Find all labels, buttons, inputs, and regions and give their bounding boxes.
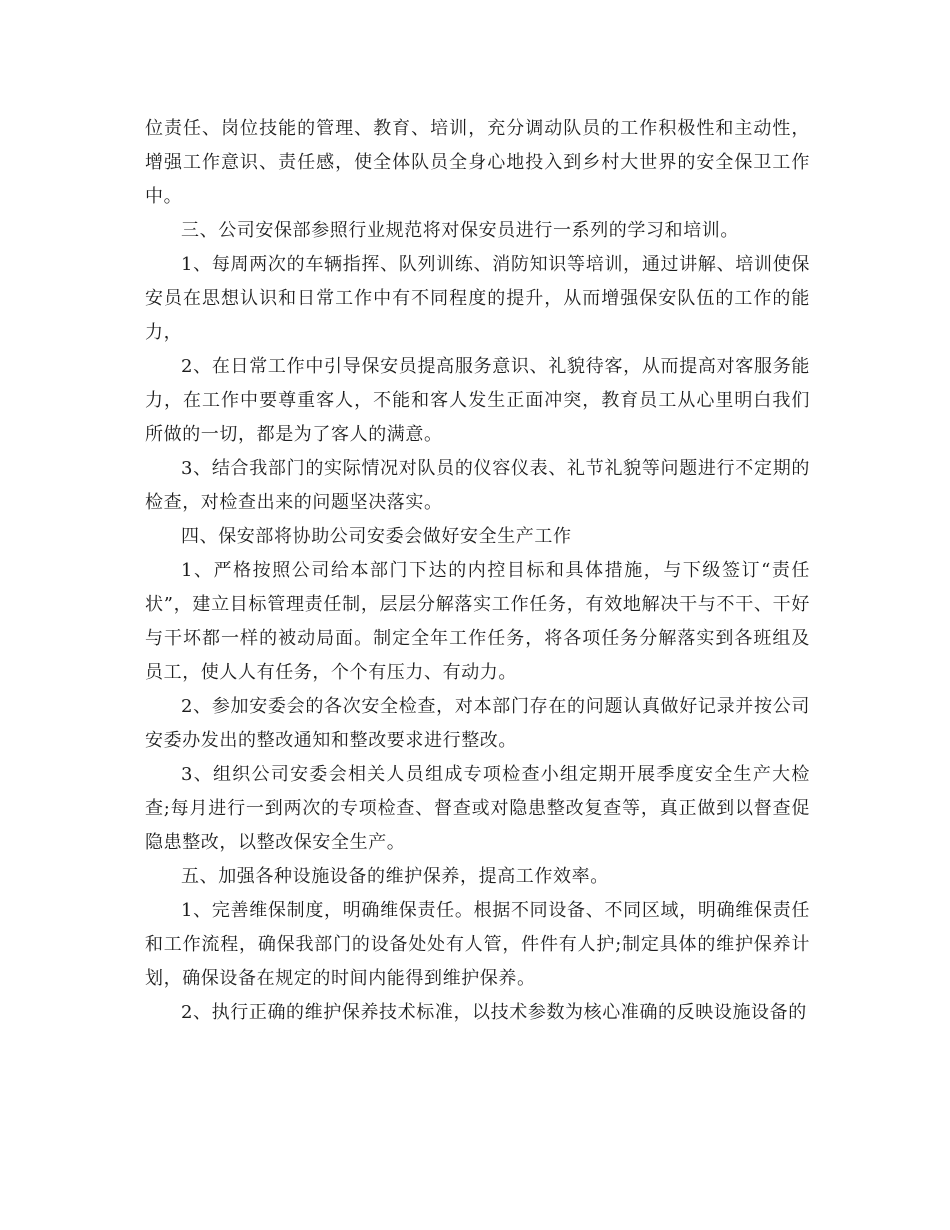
paragraph-10: 五、加强各种设施设备的维护保养，提高工作效率。 [181,866,609,887]
paragraph-4: 2、在日常工作中引导保安员提高服务意识、礼貌待客，从而提高对客服务能力，在工作中要尊重客人，不能和客人发生正面冲突，教育员工从心里明白我们所做的一切，都是为了客人的满意。 [145,356,810,445]
paragraph-2: 三、公司安保部参照行业规范将对保安员进行一系列的学习和培训。 [181,220,739,241]
paragraph-12: 2、执行正确的维护保养技术标准，以技术参数为核心准确的反映设施设备的 [181,1002,807,1023]
paragraph-3: 1、每周两次的车辆指挥、队列训练、消防知识等培训，通过讲解、培训使保安员在思想认识和日常工作中有不同程度的提升，从而增强保安队伍的工作的能力， [145,254,810,343]
paragraph-5: 3、结合我部门的实际情况对队员的仪容仪表、礼节礼貌等问题进行不定期的检查，对检查出来的问题坚决落实。 [145,458,810,513]
paragraph-9: 3、组织公司安委会相关人员组成专项检查小组定期开展季度安全生产大检查;每月进行一到两次的专项检查、督查或对隐患整改复查等，真正做到以督查促隐患整改，以整改保安全生产。 [145,764,810,853]
paragraph-1: 位责任、岗位技能的管理、教育、培训，充分调动队员的工作积极性和主动性，增强工作意识、责任感，使全体队员全身心地投入到乡村大世界的安全保卫工作中。 [145,118,810,207]
paragraph-7: 1、严格按照公司给本部门下达的内控目标和具体措施，与下级签订“责任状”，建立目标管理责任制，层层分解落实工作任务，有效地解决干与不干、干好与干坏都一样的被动局面。制定全年工作任务，将各项任务分解落实到各班组及员工，使人人有任务，个个有压力、有动力。 [145,560,810,683]
paragraph-8: 2、参加安委会的各次安全检查，对本部门存在的问题认真做好记录并按公司安委办发出的整改通知和整改要求进行整改。 [145,696,810,751]
paragraph-6: 四、保安部将协助公司安委会做好安全生产工作 [181,526,572,547]
paragraph-11: 1、完善维保制度，明确维保责任。根据不同设备、不同区域，明确维保责任和工作流程，确保我部门的设备处处有人管，件件有人护;制定具体的维护保养计划，确保设备在规定的时间内能得到维护保养。 [145,900,810,989]
